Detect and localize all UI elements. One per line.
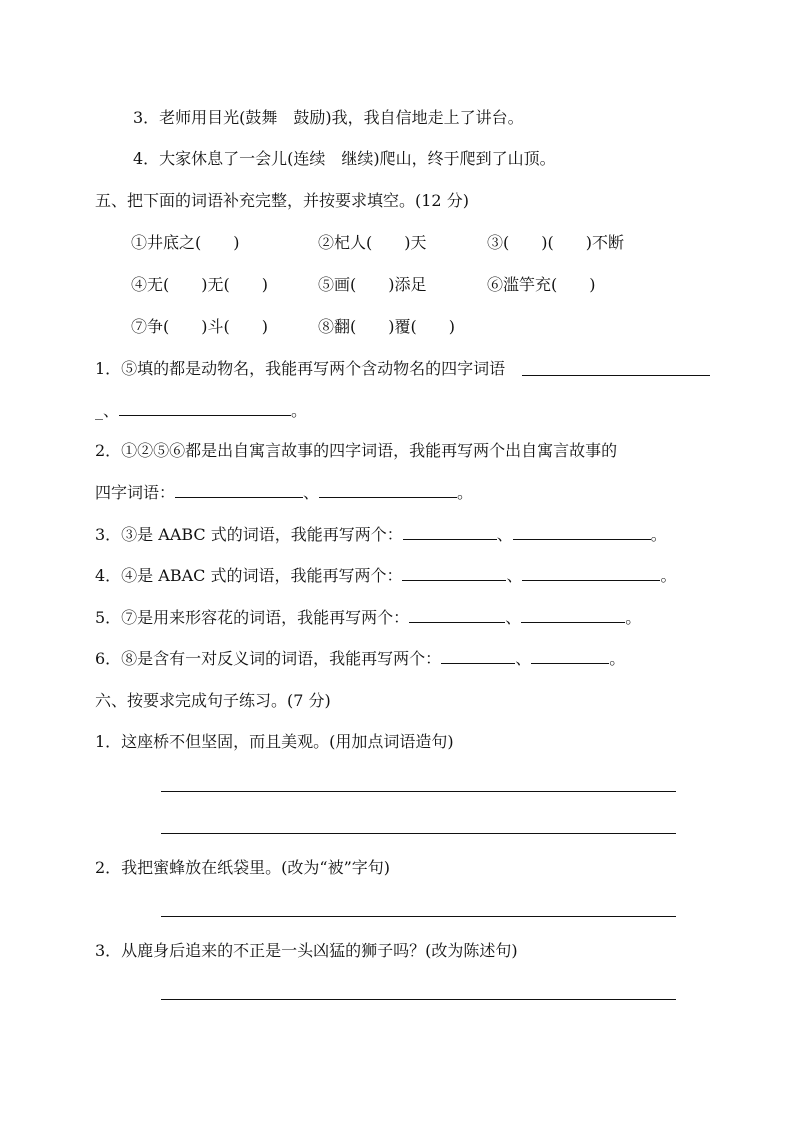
- period: 。: [291, 401, 308, 420]
- word-3[interactable]: ③( )( )不断: [487, 233, 624, 252]
- period: 。: [660, 566, 677, 585]
- answer-blank[interactable]: [521, 608, 625, 623]
- answer-blank[interactable]: [522, 566, 660, 581]
- sentence-4: 4．大家休息了一会儿(连续 继续)爬山，终于爬到了山顶。: [133, 149, 556, 168]
- question-6-text: 6．⑧是含有一对反义词的词语，我能再写两个：: [95, 649, 442, 668]
- question-5: [95, 607, 641, 629]
- section-6-heading: 六、按要求完成句子练习。(7 分): [95, 691, 331, 710]
- separator: 、: [303, 483, 320, 502]
- answer-blank[interactable]: [319, 483, 457, 498]
- answer-blank[interactable]: [409, 608, 505, 623]
- word-7[interactable]: ⑦争( )斗( ): [131, 317, 268, 336]
- question-3-text: 3．③是 AABC 式的词语，我能再写两个：: [95, 525, 403, 544]
- separator: 、: [496, 525, 513, 544]
- answer-blank[interactable]: [403, 525, 497, 540]
- sentence-3: 3．老师用目光(鼓舞 鼓励)我，我自信地走上了讲台。: [133, 108, 524, 127]
- word-2[interactable]: ②杞人( )天: [318, 233, 427, 252]
- word-6[interactable]: ⑥滥竽充( ): [487, 275, 596, 294]
- period: 。: [457, 483, 474, 502]
- question-1-continued: [95, 400, 307, 422]
- separator: 、: [505, 608, 522, 627]
- separator: 、: [515, 649, 532, 668]
- period: 。: [609, 649, 626, 668]
- exercise-1: 1．这座桥不但坚固，而且美观。(用加点词语造句): [95, 732, 454, 751]
- exercise-2: 2．我把蜜蜂放在纸袋里。(改为“被”字句): [95, 858, 391, 877]
- question-2-label: 四字词语：: [95, 483, 176, 502]
- answer-blank[interactable]: [119, 401, 291, 416]
- word-5[interactable]: ⑤画( )添足: [318, 275, 427, 294]
- question-6: [95, 648, 625, 670]
- answer-blank[interactable]: [441, 649, 515, 664]
- answer-blank[interactable]: [175, 483, 303, 498]
- answer-line[interactable]: [161, 833, 676, 834]
- blank-prefix: _、: [95, 401, 120, 420]
- question-2-continued: [95, 482, 473, 504]
- question-1: 1．⑤填的都是动物名，我能再写两个含动物名的四字词语: [95, 359, 506, 378]
- answer-blank[interactable]: [531, 649, 609, 664]
- answer-blank[interactable]: [513, 525, 651, 540]
- question-5-text: 5．⑦是用来形容花的词语，我能再写两个：: [95, 608, 410, 627]
- word-1[interactable]: ①井底之( ): [131, 233, 240, 252]
- answer-blank[interactable]: [402, 566, 506, 581]
- question-4-text: 4．④是 ABAC 式的词语，我能再写两个：: [95, 566, 403, 585]
- answer-blank[interactable]: [522, 375, 710, 376]
- question-2: 2．①②⑤⑥都是出自寓言故事的四字词语，我能再写两个出自寓言故事的: [95, 441, 618, 460]
- answer-line[interactable]: [161, 999, 676, 1000]
- question-4: [95, 565, 677, 587]
- word-4[interactable]: ④无( )无( ): [131, 275, 268, 294]
- separator: 、: [506, 566, 523, 585]
- exercise-3: 3．从鹿身后追来的不正是一头凶猛的狮子吗？(改为陈述句): [95, 941, 518, 960]
- section-5-heading: 五、把下面的词语补充完整，并按要求填空。(12 分): [95, 191, 469, 210]
- question-3: [95, 524, 667, 546]
- period: 。: [625, 608, 642, 627]
- answer-line[interactable]: [161, 791, 676, 792]
- word-8[interactable]: ⑧翻( )覆( ): [318, 317, 455, 336]
- answer-line[interactable]: [161, 916, 676, 917]
- period: 。: [650, 525, 667, 544]
